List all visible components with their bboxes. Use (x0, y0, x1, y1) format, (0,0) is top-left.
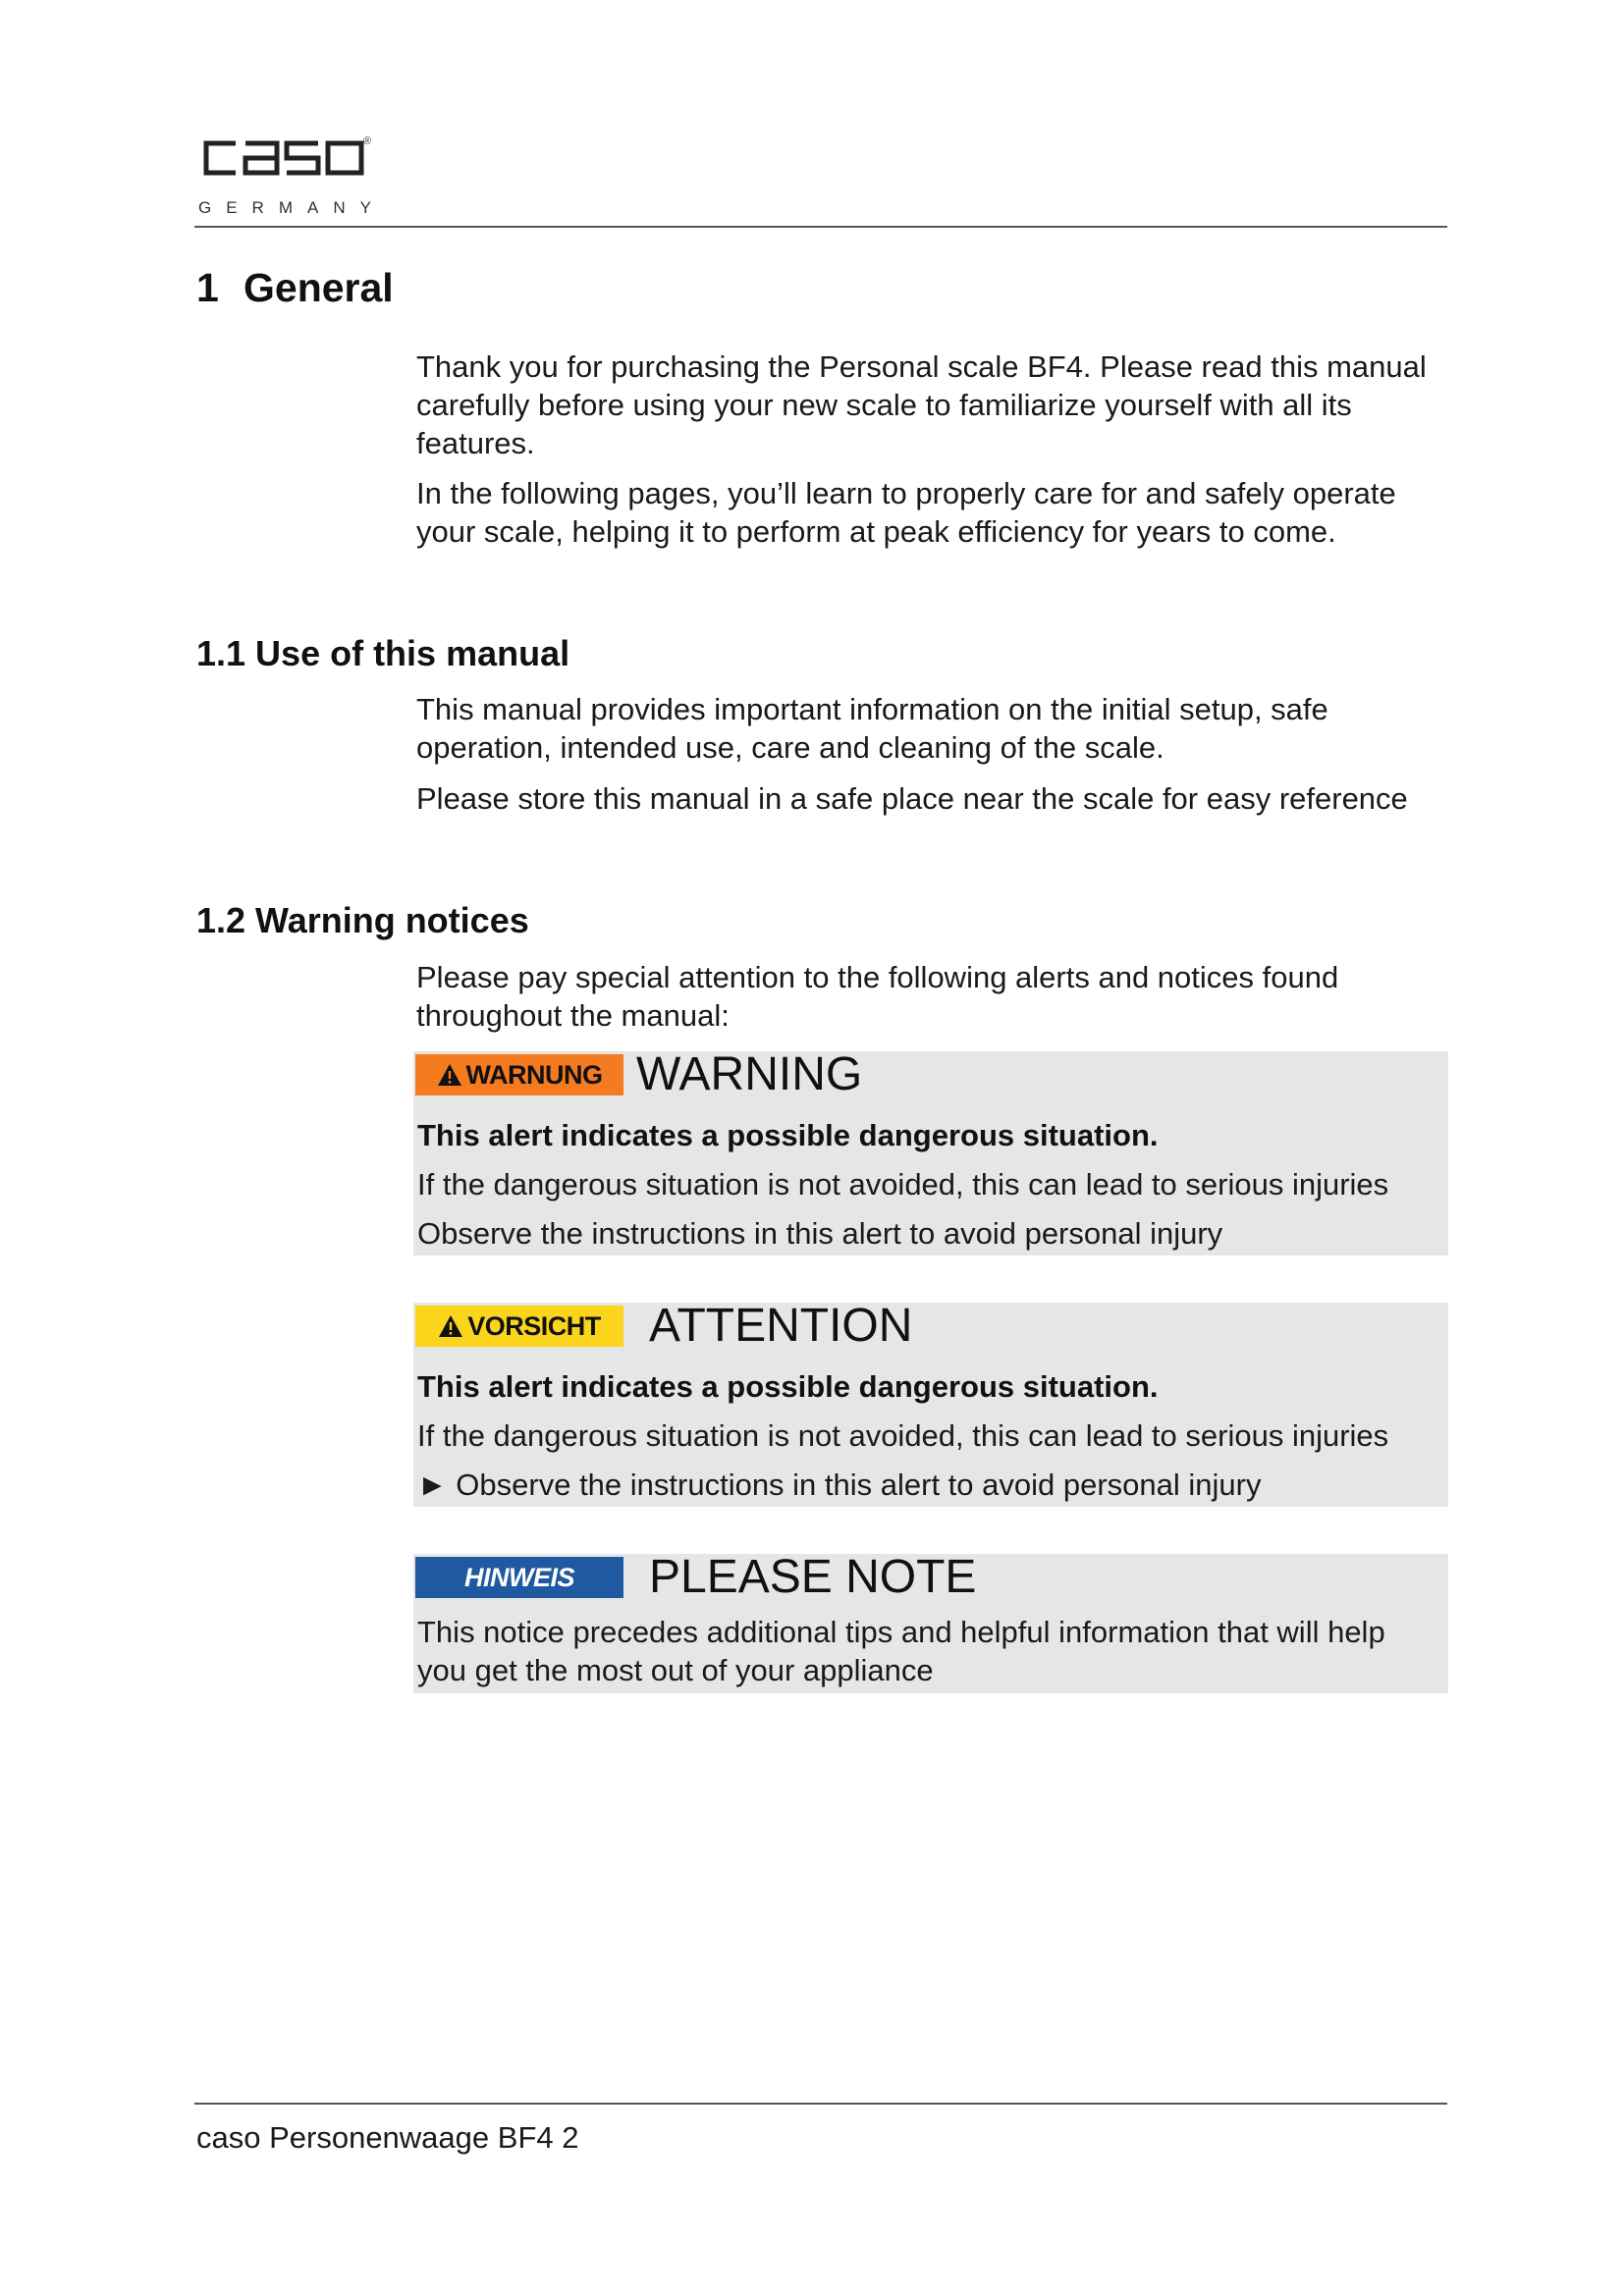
please-note-alert-box (413, 1551, 1448, 1693)
section-1-number: 1 (196, 265, 219, 310)
warnung-badge-label: WARNUNG (465, 1059, 603, 1090)
hinweis-badge (415, 1557, 623, 1598)
warning-alert-box (413, 1048, 1448, 1255)
caso-logo (192, 133, 386, 227)
vorsicht-badge-label: VORSICHT (467, 1310, 601, 1341)
header-divider (194, 226, 1447, 228)
warning-triangle-icon (437, 1063, 462, 1087)
section-1-2-heading: 1.2 Warning notices (196, 900, 529, 940)
attention-alert-title: ATTENTION (649, 1300, 913, 1352)
attention-alert-line-1: If the dangerous situation is not avoided, this can lead to serious injuries (417, 1418, 1389, 1453)
logo-subtitle: GERMANY (198, 198, 386, 217)
section-1-1-heading: 1.1 Use of this manual (196, 633, 570, 673)
warning-alert-line-2: Observe the instructions in this alert to avoid personal injury (417, 1216, 1223, 1251)
section-1-title: General (244, 265, 394, 310)
section-1-heading (196, 265, 394, 311)
caso-wordmark-icon (198, 137, 365, 179)
section-1-1-paragraph-2: Please store this manual in a safe place near the scale for easy reference (416, 781, 1408, 816)
please-note-alert-text: This notice precedes additional tips and helpful information that will help you get the most out of your appliance (417, 1615, 1385, 1687)
attention-alert-box (413, 1300, 1448, 1507)
section-1-paragraph-1: Thank you for purchasing the Personal scale BF4. Please read this manual carefully before using your new scale to familiarize yourself with all its features. (416, 349, 1427, 460)
warnung-badge (415, 1054, 623, 1095)
attention-alert-bold-line: This alert indicates a possible dangerous situation. (417, 1369, 1159, 1404)
section-1-2-intro: Please pay special attention to the following alerts and notices found throughout the manual: (416, 960, 1339, 1033)
section-1-1-paragraph-1: This manual provides important information on the initial setup, safe operation, intended use, care and cleaning of the scale. (416, 692, 1328, 765)
warning-alert-bold-line: This alert indicates a possible dangerous situation. (417, 1118, 1159, 1152)
logo-trademark: ® (363, 135, 372, 147)
warning-alert-line-1: If the dangerous situation is not avoided, this can lead to serious injuries (417, 1167, 1389, 1201)
please-note-alert-title: PLEASE NOTE (649, 1551, 977, 1603)
page-footer: caso Personenwaage BF4 2 (196, 2120, 579, 2155)
attention-alert-line-2: ► Observe the instructions in this alert to avoid personal injury (417, 1468, 1262, 1502)
footer-divider (194, 2103, 1447, 2105)
section-1-paragraph-2: In the following pages, you’ll learn to properly care for and safely operate your scale, helping it to perform at peak efficiency for years to come. (416, 476, 1396, 549)
hinweis-badge-label: HINWEIS (463, 1562, 574, 1592)
caution-triangle-icon (438, 1314, 463, 1338)
vorsicht-badge (415, 1306, 623, 1347)
warning-alert-title: WARNING (636, 1048, 863, 1100)
